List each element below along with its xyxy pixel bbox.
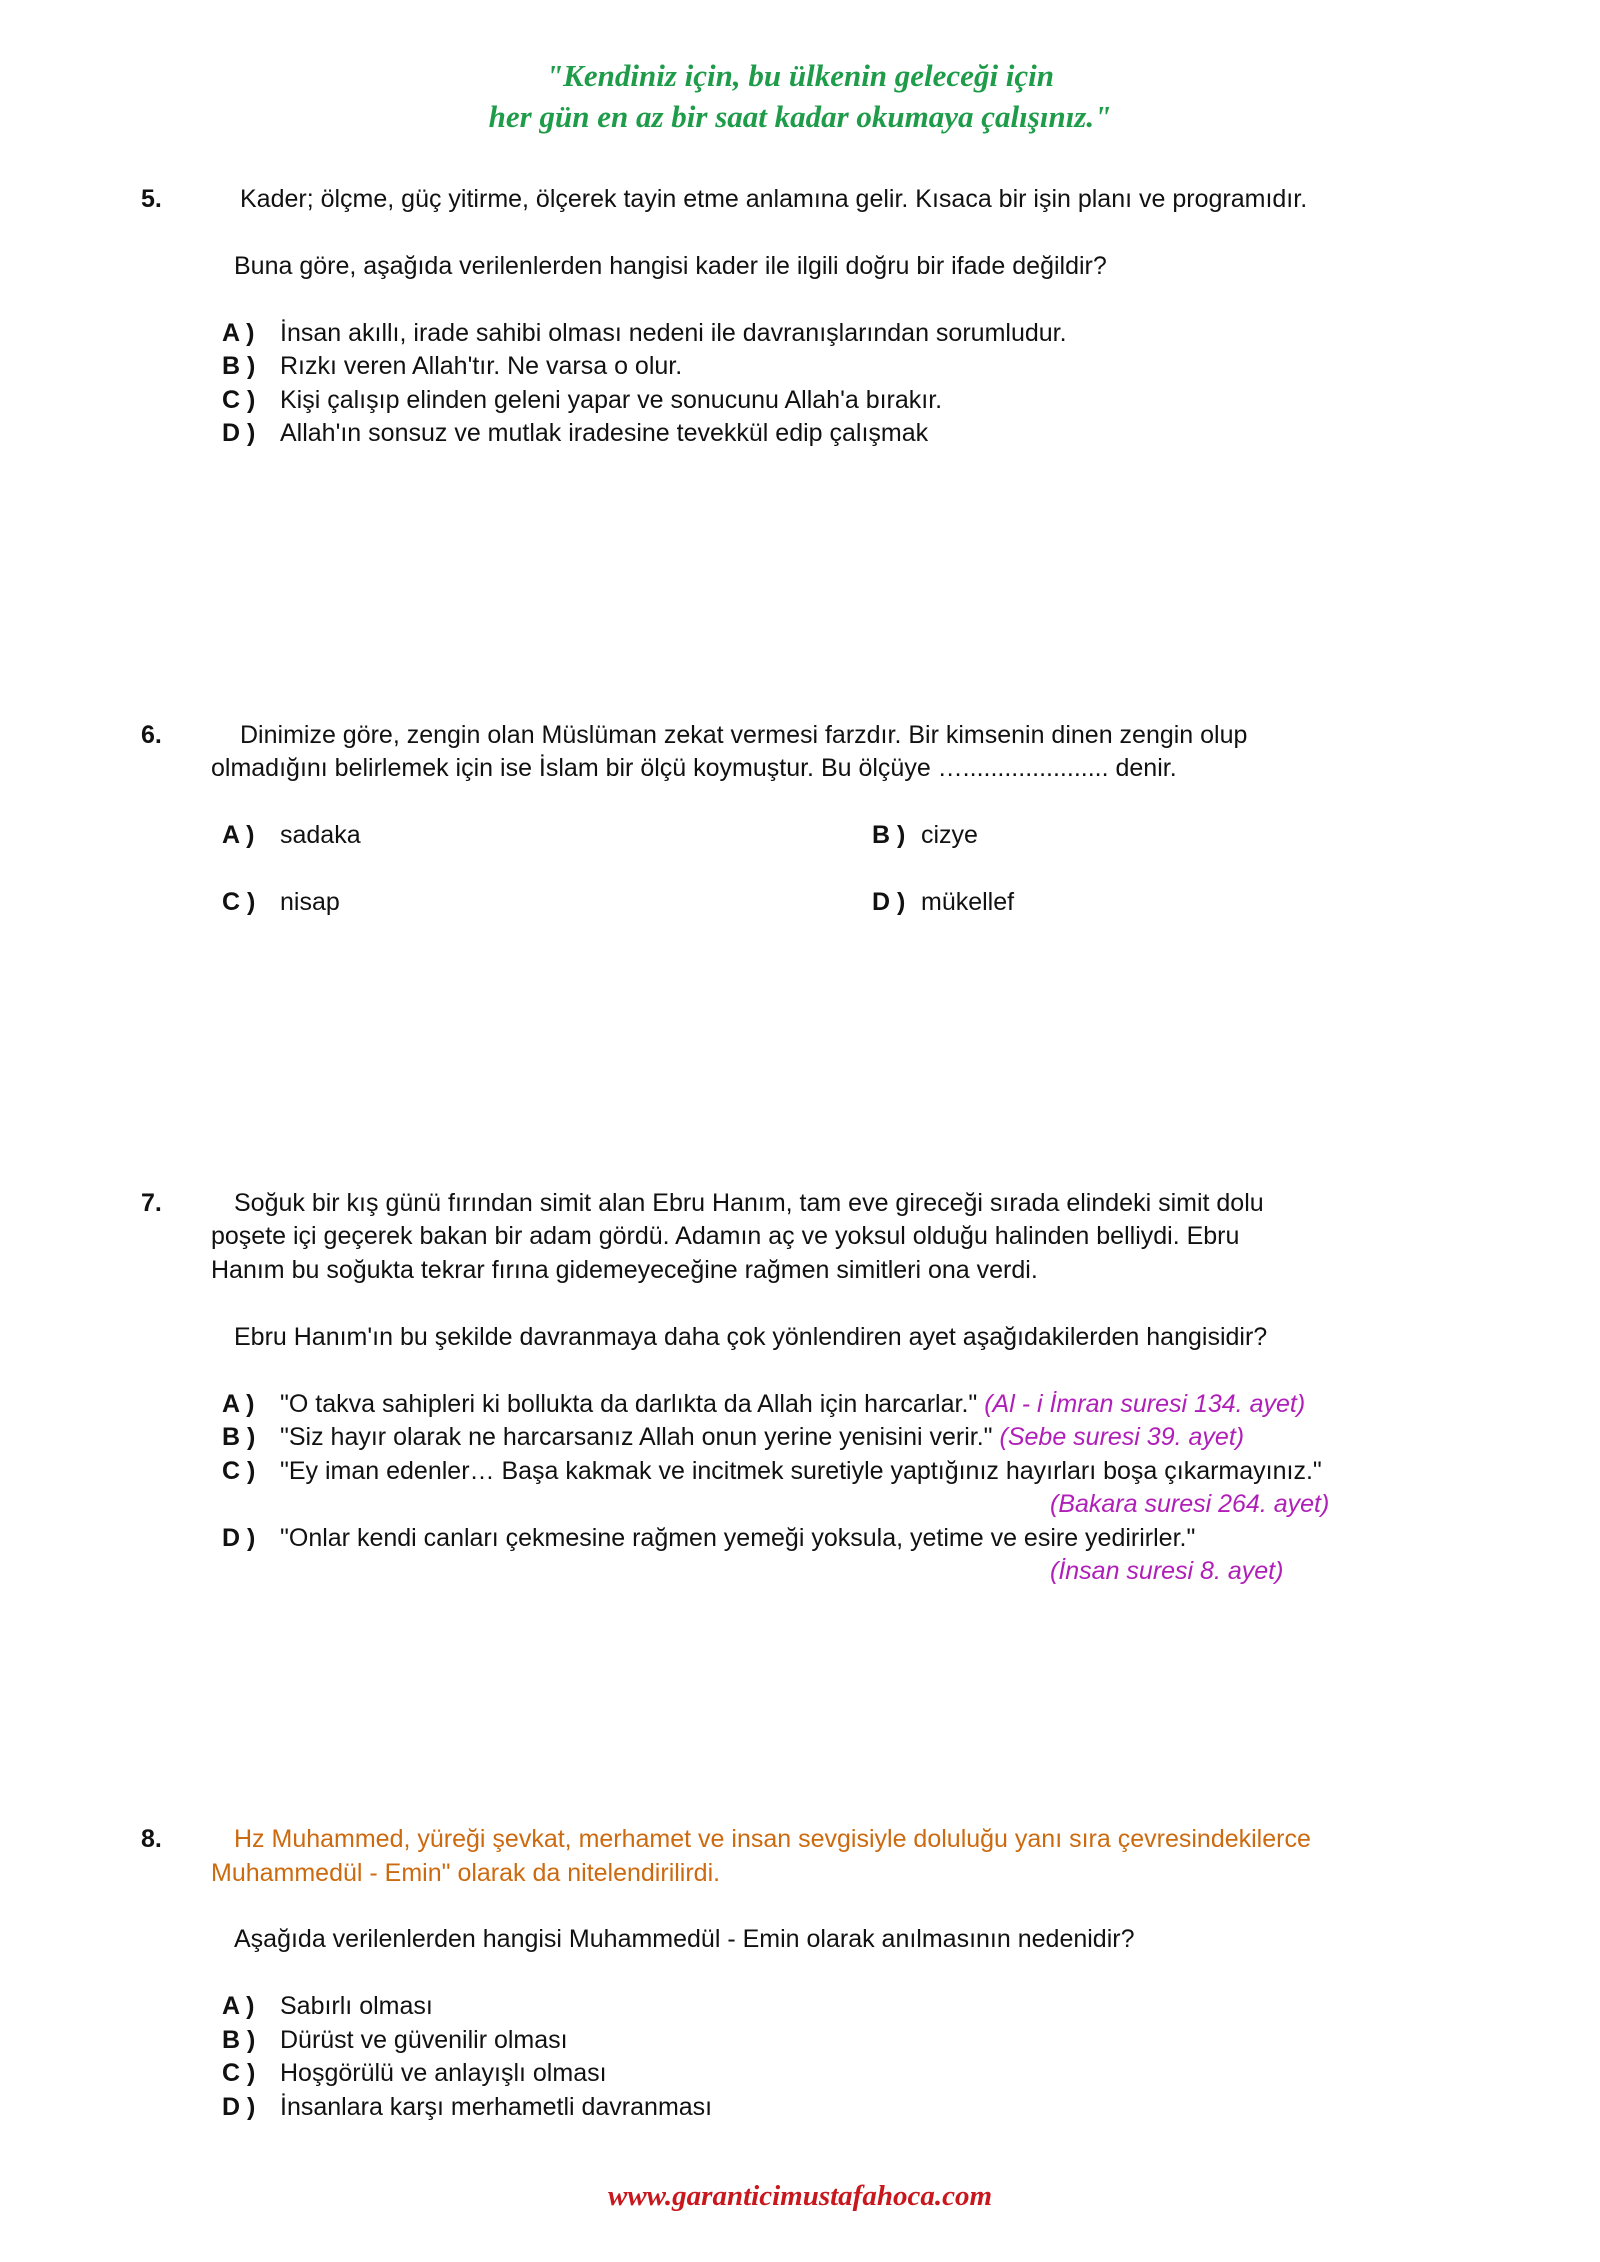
ayet-reference: (Al - i İmran suresi 134. ayet)	[984, 1390, 1306, 1418]
option-text: sadaka	[280, 821, 361, 849]
option-letter: D )	[872, 888, 906, 916]
option-letter: C )	[222, 386, 256, 414]
option-letter: B )	[222, 2026, 256, 2054]
question-prompt: Buna göre, aşağıda verilenlerden hangisi kader ile ilgili doğru bir ifade değildir?	[234, 252, 1107, 280]
option-letter: C )	[222, 2059, 256, 2087]
question-text: Soğuk bir kış günü fırından simit alan Ebru Hanım, tam eve gireceği sırada elindeki simit dolu	[234, 1189, 1264, 1217]
option-text: mükellef	[921, 888, 1015, 916]
option-letter: C )	[222, 888, 256, 916]
option-letter: A )	[222, 821, 255, 849]
option-text	[280, 1388, 1305, 1421]
footer-website-link[interactable]: www.garanticimustafahoca.com	[607, 2180, 993, 2212]
question-number: 8.	[141, 1825, 162, 1853]
option-text: İnsanlara karşı merhametli davranması	[280, 2093, 713, 2121]
option-text: İnsan akıllı, irade sahibi olması nedeni ile davranışlarından sorumludur.	[280, 319, 1067, 347]
option-letter: B )	[872, 821, 906, 849]
option-letter: D )	[222, 1524, 256, 1552]
option-text: "Ey iman edenler… Başa kakmak ve incitmek suretiyle yaptığınız hayırları boşa çıkarmayınız."	[280, 1457, 1322, 1485]
ayet-text: "O takva sahipleri ki bollukta da darlıkta da Allah için harcarlar."	[280, 1390, 978, 1418]
question-text: Hz Muhammed, yüreği şevkat, merhamet ve insan sevgisiyle doluluğu yanı sıra çevresindekilerce	[234, 1825, 1311, 1853]
option-letter: D )	[222, 2093, 256, 2121]
question-text: poşete içi geçerek bakan bir adam gördü. Adamın aç ve yoksul olduğu halinden belliydi. Ebru	[211, 1222, 1240, 1250]
option-letter: A )	[222, 319, 255, 347]
option-letter: C )	[222, 1457, 256, 1485]
option-letter: A )	[222, 1390, 255, 1418]
question-text: Muhammedül - Emin" olarak da nitelendirilirdi.	[211, 1859, 721, 1887]
ayet-text: "Siz hayır olarak ne harcarsanız Allah onun yerine yenisini verir."	[280, 1423, 993, 1451]
option-letter: A )	[222, 1992, 255, 2020]
option-text: nisap	[280, 888, 340, 916]
question-number: 6.	[141, 721, 162, 749]
option-text: "Onlar kendi canları çekmesine rağmen yemeği yoksula, yetime ve esire yedirirler."	[280, 1524, 1196, 1552]
question-text: Hanım bu soğukta tekrar fırına gidemeyeceğine rağmen simitleri ona verdi.	[211, 1256, 1038, 1284]
option-text: Rızkı veren Allah'tır. Ne varsa o olur.	[280, 352, 683, 380]
ayet-reference: (Bakara suresi 264. ayet)	[1050, 1490, 1330, 1518]
option-text	[280, 1421, 1244, 1454]
ayet-reference: (İnsan suresi 8. ayet)	[1050, 1557, 1284, 1585]
option-letter: D )	[222, 419, 256, 447]
option-text: cizye	[921, 821, 978, 849]
ayet-reference: (Sebe suresi 39. ayet)	[999, 1423, 1245, 1451]
header-quote-line1: "Kendiniz için, bu ülkenin geleceği için	[545, 58, 1055, 93]
header-quote-line2: her gün en az bir saat kadar okumaya çalışınız."	[488, 99, 1112, 134]
option-text: Sabırlı olması	[280, 1992, 433, 2020]
option-text: Dürüst ve güvenilir olması	[280, 2026, 568, 2054]
question-prompt: Aşağıda verilenlerden hangisi Muhammedül - Emin olarak anılmasının nedenidir?	[234, 1925, 1135, 1953]
option-letter: B )	[222, 1423, 256, 1451]
question-number: 7.	[141, 1189, 162, 1217]
question-text: Kader; ölçme, güç yitirme, ölçerek tayin etme anlamına gelir. Kısaca bir işin planı ve programıdır.	[240, 185, 1308, 213]
question-text: Dinimize göre, zengin olan Müslüman zekat vermesi farzdır. Bir kimsenin dinen zengin olup	[240, 721, 1248, 749]
question-prompt: Ebru Hanım'ın bu şekilde davranmaya daha çok yönlendiren ayet aşağıdakilerden hangisidir?	[234, 1323, 1268, 1351]
question-text: olmadığını belirlemek için ise İslam bir ölçü koymuştur. Bu ölçüye …..................... denir.	[211, 754, 1177, 782]
option-text: Hoşgörülü ve anlayışlı olması	[280, 2059, 607, 2087]
option-text: Allah'ın sonsuz ve mutlak iradesine tevekkül edip çalışmak	[280, 419, 929, 447]
question-number: 5.	[141, 185, 162, 213]
option-letter: B )	[222, 352, 256, 380]
option-text: Kişi çalışıp elinden geleni yapar ve sonucunu Allah'a bırakır.	[280, 386, 943, 414]
